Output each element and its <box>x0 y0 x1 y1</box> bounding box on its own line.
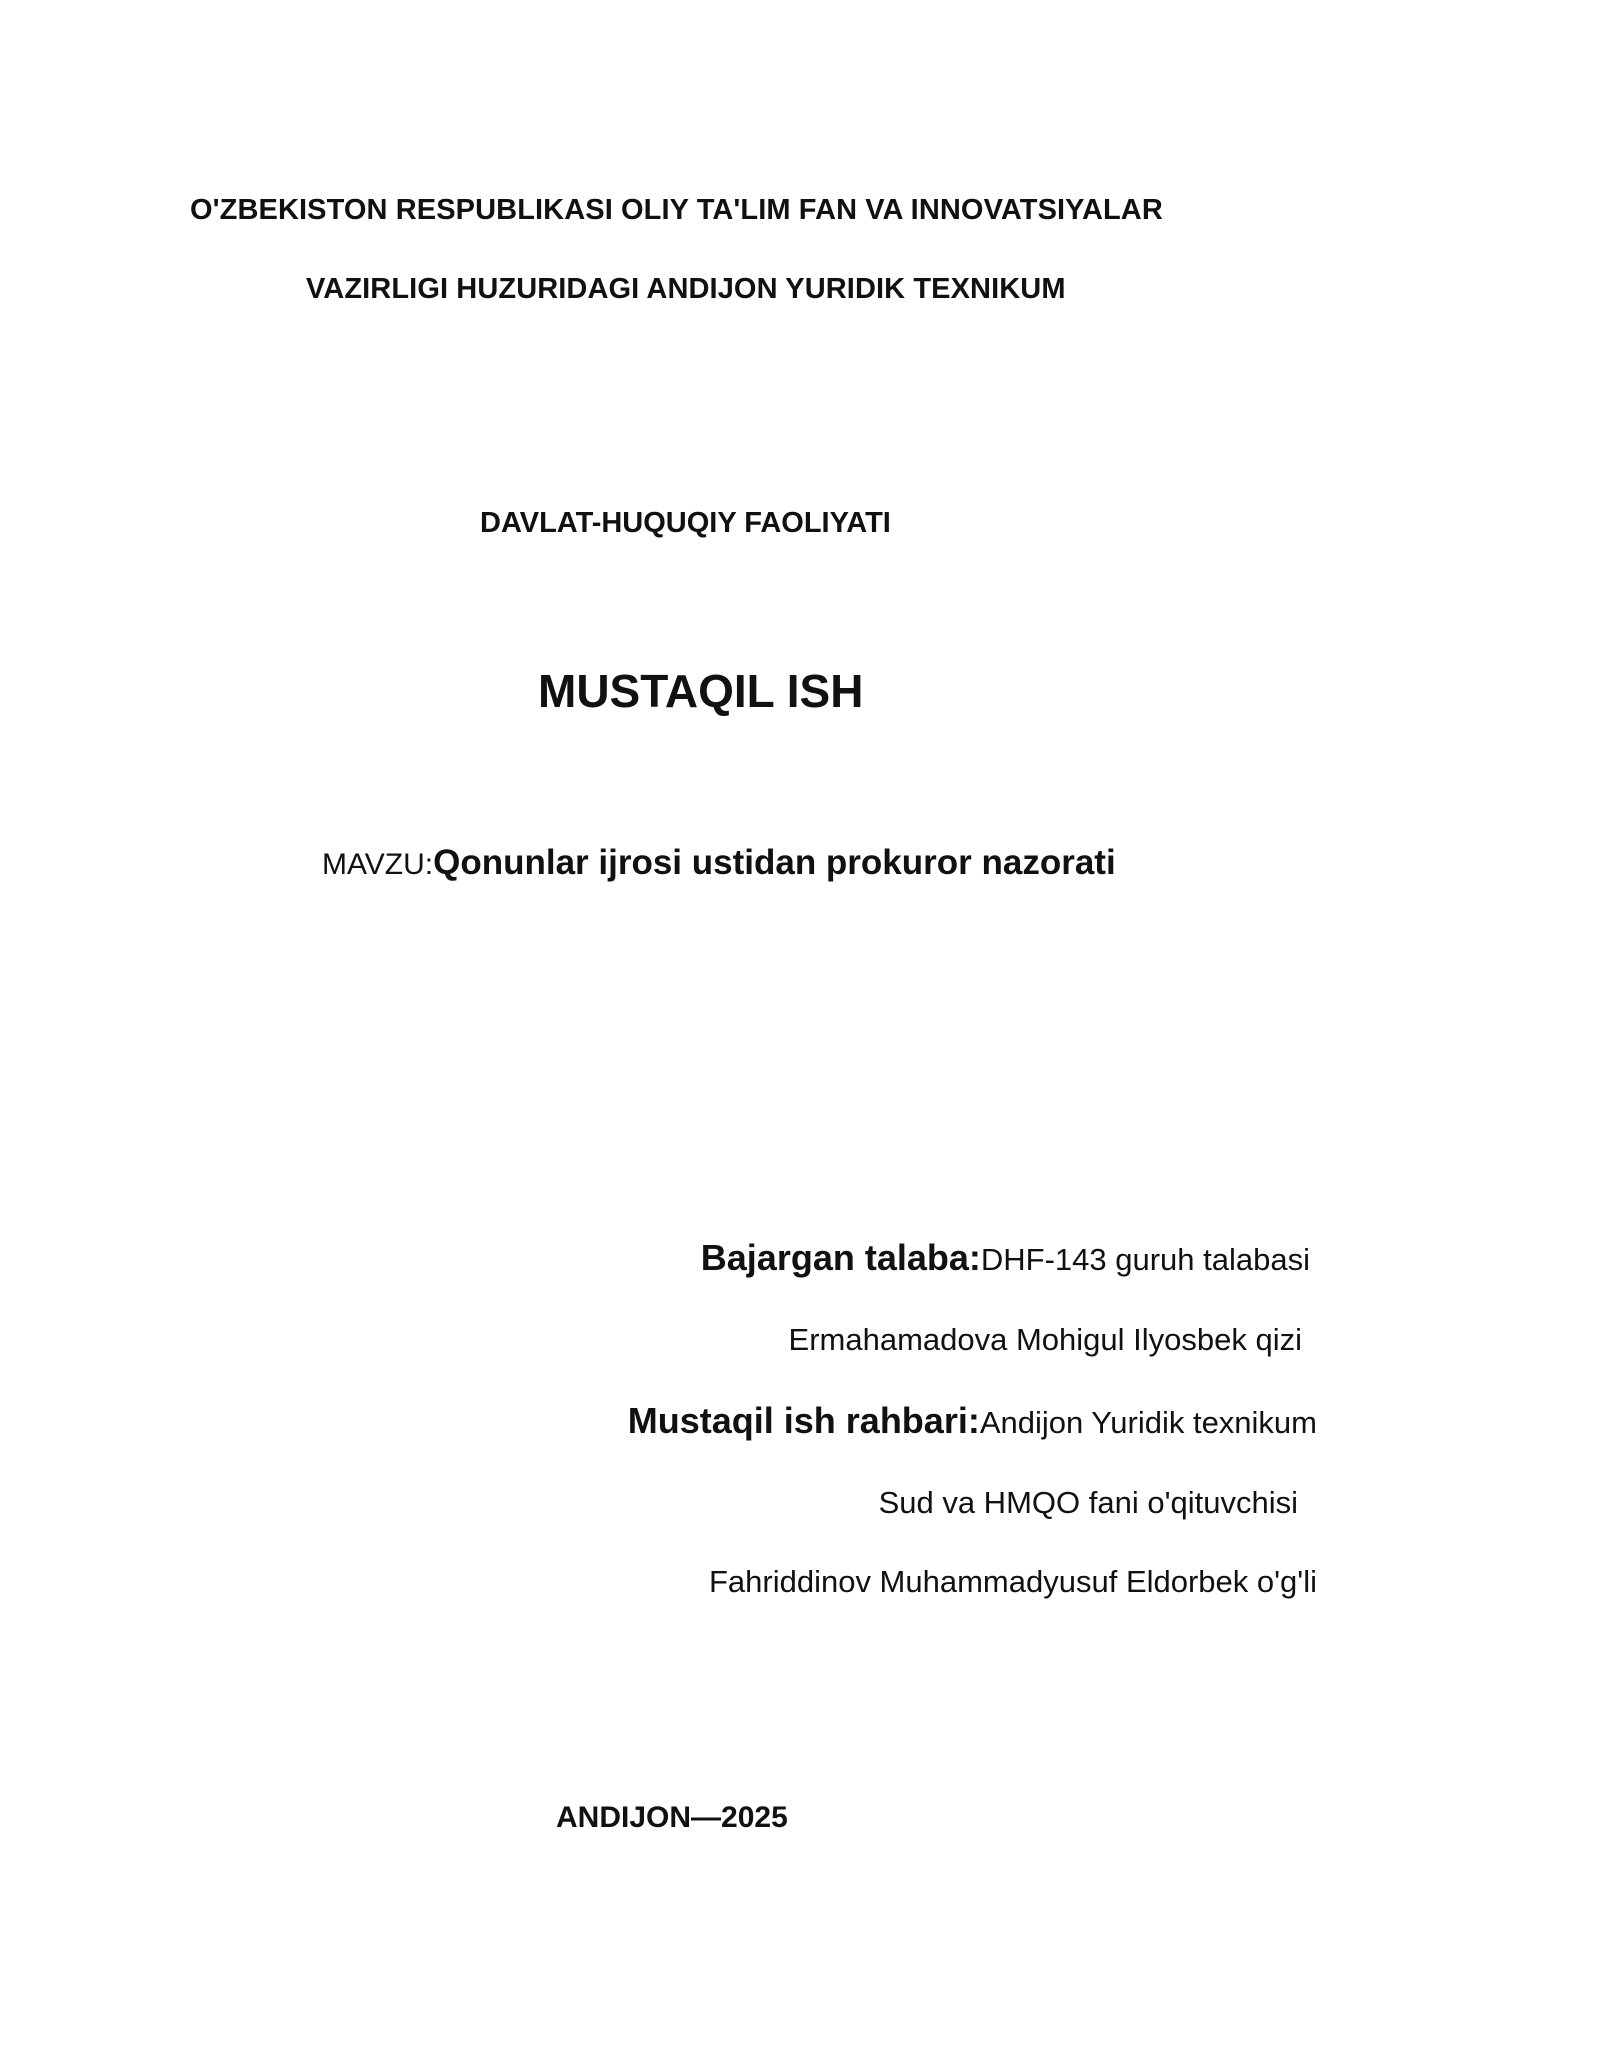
student-line <box>700 1237 1310 1278</box>
student-group: DHF-143 guruh talabasi <box>980 1242 1310 1277</box>
student-label: Bajargan talaba: <box>700 1237 981 1278</box>
document-title: MUSTAQIL ISH <box>538 665 864 717</box>
subject-name: DAVLAT-HUQUQIY FAOLIYATI <box>480 507 891 539</box>
city-year: ANDIJON—2025 <box>556 1801 788 1834</box>
supervisor-institution: Andijon Yuridik texnikum <box>979 1405 1317 1440</box>
topic-line <box>322 845 1116 880</box>
supervisor-label: Mustaqil ish rahbari: <box>627 1400 980 1441</box>
supervisor-name: Fahriddinov Muhammadyusuf Eldorbek o'g'li <box>708 1564 1317 1599</box>
supervisor-role: Sud va HMQO fani o'qituvchisi <box>878 1485 1298 1520</box>
student-name: Ermahamadova Mohigul Ilyosbek qizi <box>788 1322 1302 1357</box>
institution-header-line-1: O'ZBEKISTON RESPUBLIKASI OLIY TA'LIM FAN VA INNOVATSIYALAR <box>190 194 1163 226</box>
supervisor-line <box>627 1400 1317 1441</box>
topic-label: MAVZU: <box>322 848 434 881</box>
institution-header-line-2: VAZIRLIGI HUZURIDAGI ANDIJON YURIDIK TEXNIKUM <box>306 273 1066 305</box>
topic-value: Qonunlar ijrosi ustidan prokuror nazorati <box>433 843 1116 882</box>
